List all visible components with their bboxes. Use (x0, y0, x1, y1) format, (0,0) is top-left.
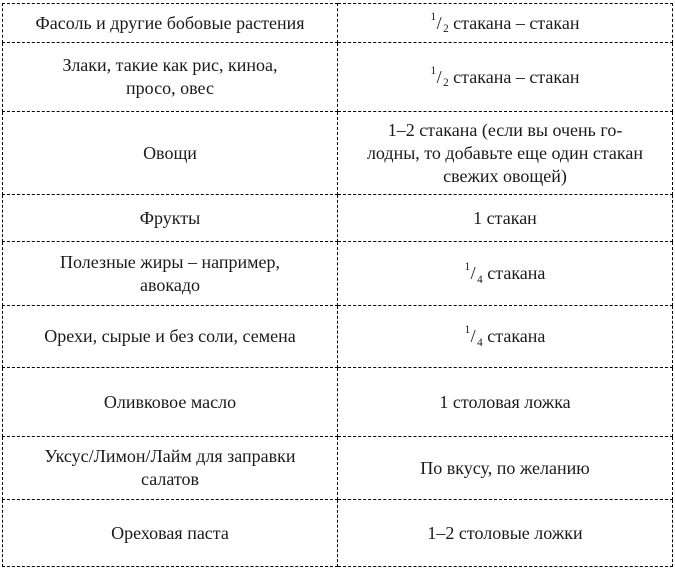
portion-cell: $^1$/ $_4$ стакана (338, 242, 673, 306)
table-row (3, 242, 673, 306)
table-row (3, 500, 673, 567)
table-row (3, 112, 673, 195)
table-row (3, 306, 673, 368)
food-name-cell: Злаки, такие как рис, киноа, просо, овес (3, 43, 338, 112)
food-name-cell: Фасоль и другие бобовые растения (3, 4, 338, 43)
food-name-cell: Орехи, сырые и без соли, семена (3, 306, 338, 368)
food-name-cell: Овощи (3, 112, 338, 195)
portion-cell: $^1$/ $_2$ стакана – стакан (338, 43, 673, 112)
table-row (3, 43, 673, 112)
food-name-cell: Оливковое масло (3, 368, 338, 437)
portion-cell: 1 стакан (338, 195, 673, 242)
portion-cell: 1 столовая ложка (338, 368, 673, 437)
portion-cell: По вкусу, по желанию (338, 437, 673, 500)
table-row (3, 195, 673, 242)
table-row (3, 4, 673, 43)
food-name-cell: Фрукты (3, 195, 338, 242)
portion-cell: 1–2 стакана (если вы очень го- лодны, то добавьте еще один стакан свежих овощей) (338, 112, 673, 195)
portion-cell: $^1$/ $_4$ стакана (338, 306, 673, 368)
table-body (3, 4, 673, 567)
portion-cell: $^1$/ $_2$ стакана – стакан (338, 4, 673, 43)
food-name-cell: Ореховая паста (3, 500, 338, 567)
table-row (3, 437, 673, 500)
food-name-cell: Полезные жиры – например, авокадо (3, 242, 338, 306)
food-name-cell: Уксус/Лимон/Лайм для заправки салатов (3, 437, 338, 500)
portion-cell: 1–2 столовые ложки (338, 500, 673, 567)
food-portions-table (2, 3, 673, 567)
table-row (3, 368, 673, 437)
